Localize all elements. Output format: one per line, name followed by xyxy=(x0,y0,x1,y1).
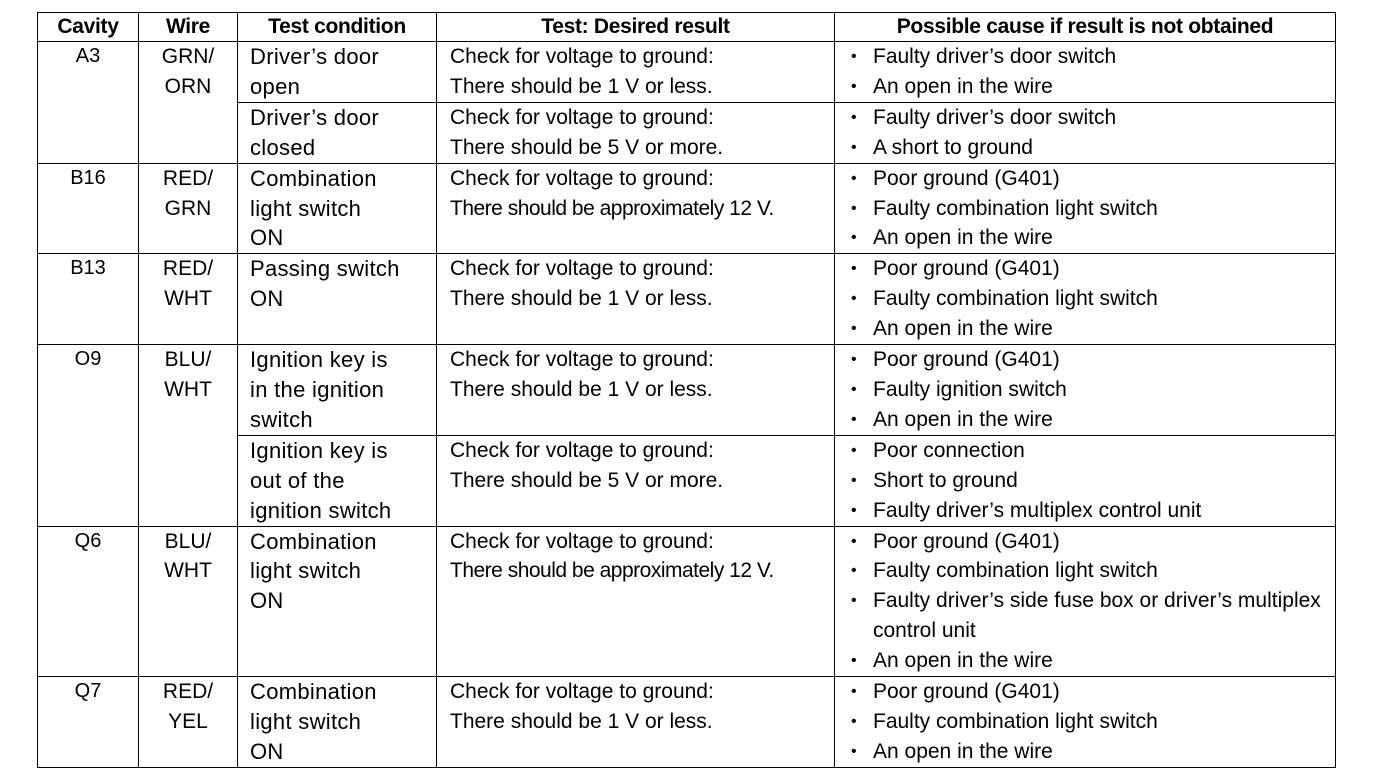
cause-text: Poor ground (G401) xyxy=(873,680,1060,704)
cause-list-item xyxy=(849,314,1335,344)
test-condition-cell: Ignition key is out of the ignition switch xyxy=(238,435,437,526)
cause-list-item xyxy=(849,164,1335,194)
bullet-icon: • xyxy=(851,683,857,701)
cause-text: Faulty ignition switch xyxy=(873,377,1067,401)
table-row xyxy=(38,677,1336,768)
cause-text: Poor ground (G401) xyxy=(873,529,1060,553)
cause-list-item xyxy=(849,103,1335,133)
result-line: There should be 1 V or less. xyxy=(450,74,713,98)
cause-text: Short to ground xyxy=(873,468,1018,492)
cause-list-item xyxy=(849,527,1335,557)
desired-result-cell xyxy=(437,677,835,768)
cavity-cell: B13 xyxy=(38,254,139,345)
possible-causes-cell xyxy=(835,345,1336,436)
cause-list-item xyxy=(849,436,1335,466)
bullet-icon: • xyxy=(851,471,857,489)
cause-list-item xyxy=(849,284,1335,314)
bullet-icon: • xyxy=(851,77,857,95)
wire-color-cell: BLU/ WHT xyxy=(139,345,238,526)
cause-list-item xyxy=(849,677,1335,707)
cause-list-item xyxy=(849,646,1335,676)
possible-causes-cell xyxy=(835,254,1336,345)
table-row xyxy=(38,163,1336,254)
cause-list-item xyxy=(849,223,1335,253)
bullet-icon: • xyxy=(851,532,857,550)
cause-text: A short to ground xyxy=(873,135,1033,159)
cause-list-item xyxy=(849,496,1335,526)
result-line: Check for voltage to ground: xyxy=(450,105,714,129)
bullet-icon: • xyxy=(851,380,857,398)
cause-text: Faulty combination light switch xyxy=(873,709,1158,733)
result-line: Check for voltage to ground: xyxy=(450,257,714,281)
cause-list-item xyxy=(849,72,1335,102)
table-body xyxy=(38,42,1336,768)
table-header xyxy=(38,13,1336,42)
cause-text: An open in the wire xyxy=(873,739,1053,763)
result-line: Check for voltage to ground: xyxy=(450,45,714,68)
desired-result-cell xyxy=(437,42,835,103)
header-cavity: Cavity xyxy=(38,13,139,42)
cause-text: Poor ground (G401) xyxy=(873,166,1060,190)
table-row xyxy=(38,254,1336,345)
header-wire: Wire xyxy=(139,13,238,42)
bullet-icon: • xyxy=(851,712,857,730)
bullet-icon: • xyxy=(851,199,857,217)
cause-text: An open in the wire xyxy=(873,649,1053,673)
cause-list-item xyxy=(849,375,1335,405)
bullet-icon: • xyxy=(851,351,857,369)
possible-causes-cell xyxy=(835,42,1336,103)
result-line: There should be approximately 12 V. xyxy=(450,196,774,220)
bullet-icon: • xyxy=(851,138,857,156)
cavity-cell: A3 xyxy=(38,42,139,164)
cause-text: Poor connection xyxy=(873,438,1025,462)
test-condition-cell: Combination light switch ON xyxy=(238,677,437,768)
troubleshooting-table xyxy=(37,12,1336,768)
bullet-icon: • xyxy=(851,562,857,580)
bullet-icon: • xyxy=(851,169,857,187)
cause-text: Faulty driver’s side fuse box or driver’s multiplex control unit xyxy=(873,589,1321,643)
result-line: There should be 5 V or more. xyxy=(450,468,724,492)
result-line: Check for voltage to ground: xyxy=(450,529,714,553)
wire-color-cell: RED/ YEL xyxy=(139,677,238,768)
header-test-condition: Test condition xyxy=(238,13,437,42)
result-line: There should be 5 V or more. xyxy=(450,135,724,159)
cause-list-item xyxy=(849,466,1335,496)
desired-result-cell xyxy=(437,254,835,345)
result-line: Check for voltage to ground: xyxy=(450,680,714,704)
desired-result-cell xyxy=(437,102,835,163)
test-condition-cell: Combination light switch ON xyxy=(238,163,437,254)
table-row xyxy=(38,42,1336,103)
cause-text: Faulty combination light switch xyxy=(873,287,1158,311)
bullet-icon: • xyxy=(851,441,857,459)
cause-text: An open in the wire xyxy=(873,317,1053,341)
result-line: Check for voltage to ground: xyxy=(450,166,714,190)
bullet-icon: • xyxy=(851,410,857,428)
test-condition-cell: Ignition key is in the ignition switch xyxy=(238,345,437,436)
cause-text: Poor ground (G401) xyxy=(873,257,1060,281)
cause-text: Faulty driver’s multiplex control unit xyxy=(873,498,1202,522)
bullet-icon: • xyxy=(851,290,857,308)
cause-text: Poor ground (G401) xyxy=(873,348,1060,372)
bullet-icon: • xyxy=(851,652,857,670)
bullet-icon: • xyxy=(851,501,857,519)
cause-list-item xyxy=(849,405,1335,435)
result-line: There should be 1 V or less. xyxy=(450,287,713,311)
bullet-icon: • xyxy=(851,592,857,610)
result-line: There should be 1 V or less. xyxy=(450,709,713,733)
cavity-cell: Q6 xyxy=(38,526,139,677)
possible-causes-cell xyxy=(835,102,1336,163)
cavity-cell: O9 xyxy=(38,345,139,526)
header-possible-cause: Possible cause if result is not obtained xyxy=(835,13,1336,42)
bullet-icon: • xyxy=(851,48,857,65)
table-row xyxy=(38,526,1336,677)
cause-list-item xyxy=(849,737,1335,767)
bullet-icon: • xyxy=(851,320,857,338)
result-line: Check for voltage to ground: xyxy=(450,438,714,462)
cause-list-item xyxy=(849,586,1335,646)
wire-color-cell: GRN/ ORN xyxy=(139,42,238,164)
cause-text: Faulty combination light switch xyxy=(873,559,1158,583)
wire-color-cell: RED/ WHT xyxy=(139,254,238,345)
cause-list-item xyxy=(849,707,1335,737)
cause-list-item xyxy=(849,556,1335,586)
cavity-cell: B16 xyxy=(38,163,139,254)
bullet-icon: • xyxy=(851,229,857,247)
test-condition-cell: Driver’s door open xyxy=(238,42,437,103)
cavity-cell: Q7 xyxy=(38,677,139,768)
cause-text: Faulty driver’s door switch xyxy=(873,105,1117,129)
cause-list-item xyxy=(849,194,1335,224)
possible-causes-cell xyxy=(835,677,1336,768)
cause-list-item xyxy=(849,133,1335,163)
table-row xyxy=(38,345,1336,436)
cause-text: An open in the wire xyxy=(873,74,1053,98)
cause-text: An open in the wire xyxy=(873,226,1053,250)
test-condition-cell: Driver’s door closed xyxy=(238,102,437,163)
cause-text: Faulty combination light switch xyxy=(873,196,1158,220)
result-line: There should be approximately 12 V. xyxy=(450,559,774,583)
header-row xyxy=(38,13,1336,42)
result-line: There should be 1 V or less. xyxy=(450,377,713,401)
bullet-icon: • xyxy=(851,742,857,760)
desired-result-cell xyxy=(437,435,835,526)
bullet-icon: • xyxy=(851,108,857,126)
test-condition-cell: Passing switch ON xyxy=(238,254,437,345)
wire-color-cell: RED/ GRN xyxy=(139,163,238,254)
desired-result-cell xyxy=(437,163,835,254)
bullet-icon: • xyxy=(851,260,857,278)
desired-result-cell xyxy=(437,345,835,436)
possible-causes-cell xyxy=(835,526,1336,677)
wire-color-cell: BLU/ WHT xyxy=(139,526,238,677)
cause-list-item xyxy=(849,42,1335,72)
cause-list-item xyxy=(849,254,1335,284)
possible-causes-cell xyxy=(835,163,1336,254)
desired-result-cell xyxy=(437,526,835,677)
cause-list-item xyxy=(849,345,1335,375)
possible-causes-cell xyxy=(835,435,1336,526)
cause-text: An open in the wire xyxy=(873,407,1053,431)
header-desired-result: Test: Desired result xyxy=(437,13,835,42)
cause-text: Faulty driver’s door switch xyxy=(873,45,1117,68)
result-line: Check for voltage to ground: xyxy=(450,348,714,372)
test-condition-cell: Combination light switch ON xyxy=(238,526,437,677)
